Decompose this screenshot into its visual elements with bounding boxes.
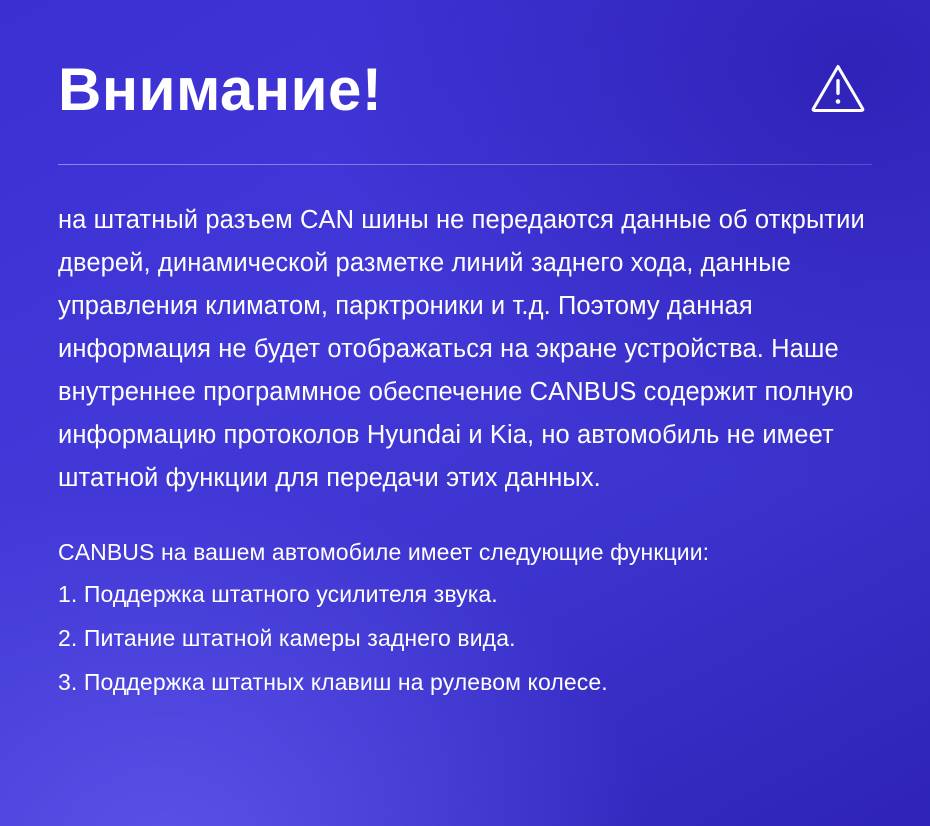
- warning-triangle-icon: [810, 62, 866, 119]
- notice-body-text: на штатный разъем CAN шины не передаются данные об открытии дверей, динамической разметке линий заднего хода, данные управления климатом, парктроники и т.д. Поэтому данная информация не будет отображаться на экране устройства. Наше внутреннее программное обеспечение CANBUS содержит полную информацию протоколов Hyundai и Kia, но автомобиль не имеет штатной функции для передачи этих данных.: [58, 206, 865, 492]
- notice-header: [58, 52, 872, 148]
- page-title: Внимание!: [58, 56, 383, 123]
- features-intro-text: CANBUS на вашем автомобиле имеет следующие функции:: [58, 539, 710, 565]
- header-divider: [58, 164, 872, 165]
- list-item: 3. Поддержка штатных клавиш на рулевом колесе.: [58, 669, 608, 695]
- features-block: [58, 532, 872, 704]
- list-item: 1. Поддержка штатного усилителя звука.: [58, 581, 498, 607]
- list-item: 2. Питание штатной камеры заднего вида.: [58, 625, 516, 651]
